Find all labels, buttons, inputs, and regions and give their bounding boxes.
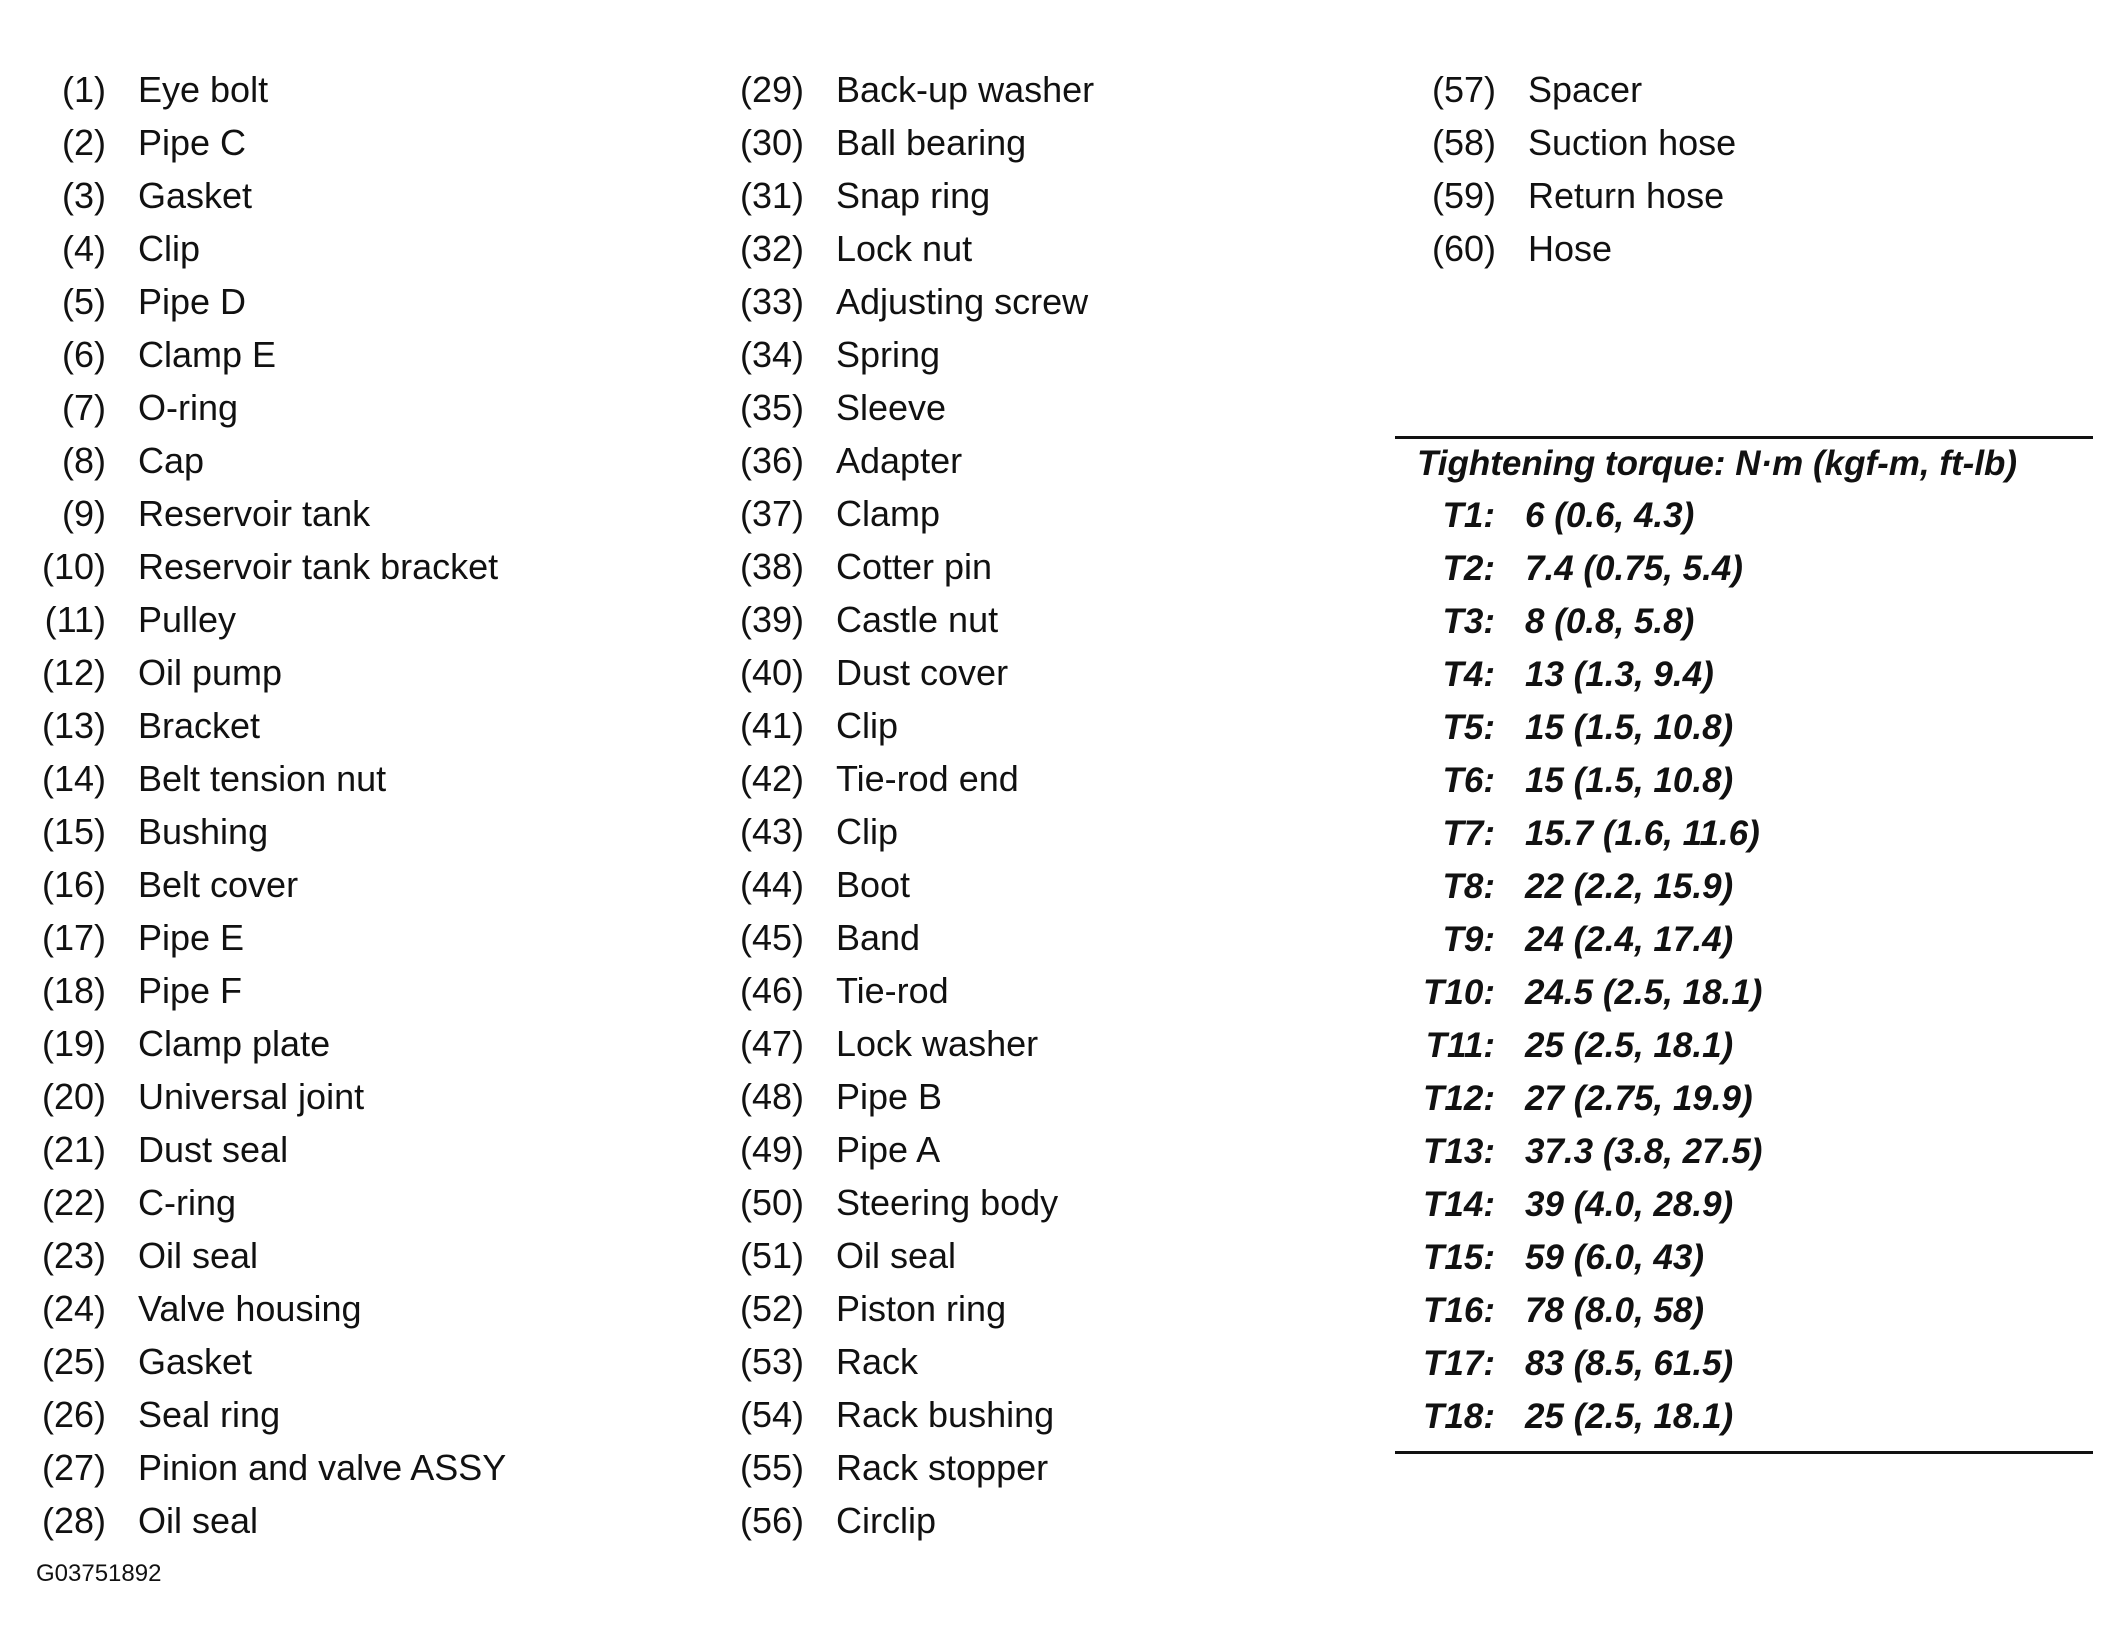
- part-number: (51): [739, 1235, 804, 1276]
- torque-row: [1395, 1231, 2093, 1284]
- part-item: [730, 487, 1094, 540]
- part-item: [1425, 116, 1736, 169]
- part-item: [30, 699, 506, 752]
- part-name: Seal ring: [138, 1394, 281, 1435]
- part-item: [30, 1229, 506, 1282]
- part-item: [730, 1017, 1094, 1070]
- part-name: Spacer: [1528, 69, 1643, 110]
- part-name: Dust cover: [836, 652, 1009, 693]
- part-item: [30, 434, 506, 487]
- part-number: (14): [41, 758, 106, 799]
- part-item: [30, 964, 506, 1017]
- part-number: (50): [739, 1182, 804, 1223]
- part-item: [730, 1335, 1094, 1388]
- part-name: Valve housing: [138, 1288, 362, 1329]
- torque-row: [1395, 1072, 2093, 1125]
- torque-value: 15.7 (1.6, 11.6): [1525, 814, 1760, 853]
- part-item: [730, 964, 1094, 1017]
- part-number: (21): [41, 1129, 106, 1170]
- part-name: Steering body: [836, 1182, 1059, 1223]
- part-number: (39): [739, 599, 804, 640]
- part-name: Clamp: [836, 493, 941, 534]
- part-item: [730, 63, 1094, 116]
- part-name: Oil seal: [836, 1235, 957, 1276]
- part-name: Castle nut: [836, 599, 999, 640]
- part-name: Reservoir tank bracket: [138, 546, 499, 587]
- part-number: (10): [41, 546, 106, 587]
- part-name: Lock washer: [836, 1023, 1039, 1064]
- torque-code: T2:: [1442, 549, 1495, 588]
- part-item: [730, 1494, 1094, 1547]
- torque-row: [1395, 1284, 2093, 1337]
- part-number: (34): [739, 334, 804, 375]
- part-item: [730, 646, 1094, 699]
- part-name: Clip: [836, 811, 899, 852]
- part-number: (4): [62, 228, 106, 269]
- part-name: Clamp plate: [138, 1023, 331, 1064]
- part-number: (37): [739, 493, 804, 534]
- part-number: (3): [62, 175, 106, 216]
- part-name: Rack: [836, 1341, 919, 1382]
- part-name: Pipe F: [138, 970, 243, 1011]
- torque-code: T7:: [1442, 814, 1495, 853]
- part-number: (59): [1431, 175, 1496, 216]
- part-name: Cap: [138, 440, 205, 481]
- part-name: Return hose: [1528, 175, 1725, 216]
- part-name: Adapter: [836, 440, 963, 481]
- part-name: Pipe E: [138, 917, 245, 958]
- part-name: Clip: [138, 228, 201, 269]
- part-item: [30, 858, 506, 911]
- part-item: [30, 1441, 506, 1494]
- part-name: Band: [836, 917, 921, 958]
- part-number: (48): [739, 1076, 804, 1117]
- part-name: Snap ring: [836, 175, 991, 216]
- part-item: [30, 752, 506, 805]
- part-number: (2): [62, 122, 106, 163]
- part-name: Pinion and valve ASSY: [138, 1447, 507, 1488]
- torque-table: [1395, 436, 2093, 1454]
- torque-code: T9:: [1442, 920, 1495, 959]
- torque-code: T1:: [1442, 496, 1495, 535]
- part-number: (46): [739, 970, 804, 1011]
- part-item: [30, 116, 506, 169]
- part-number: (47): [739, 1023, 804, 1064]
- part-number: (12): [41, 652, 106, 693]
- part-item: [730, 540, 1094, 593]
- part-item: [30, 1335, 506, 1388]
- part-item: [30, 1017, 506, 1070]
- part-item: [730, 1070, 1094, 1123]
- part-name: Lock nut: [836, 228, 973, 269]
- torque-value: 25 (2.5, 18.1): [1525, 1026, 1734, 1065]
- figure-code: G03751892: [36, 1560, 162, 1587]
- torque-row: [1395, 807, 2093, 860]
- part-name: Bushing: [138, 811, 269, 852]
- part-item: [730, 805, 1094, 858]
- torque-value: 39 (4.0, 28.9): [1525, 1185, 1734, 1224]
- part-number: (40): [739, 652, 804, 693]
- part-number: (35): [739, 387, 804, 428]
- part-number: (54): [739, 1394, 804, 1435]
- part-item: [30, 1123, 506, 1176]
- part-item: [730, 169, 1094, 222]
- torque-code: T18:: [1423, 1397, 1495, 1436]
- torque-value: 25 (2.5, 18.1): [1525, 1397, 1734, 1436]
- torque-value: 8 (0.8, 5.8): [1525, 602, 1695, 641]
- torque-row: [1395, 701, 2093, 754]
- part-name: Back-up washer: [836, 69, 1095, 110]
- torque-row: [1395, 860, 2093, 913]
- torque-row: [1395, 1019, 2093, 1072]
- part-number: (5): [62, 281, 106, 322]
- part-name: Boot: [836, 864, 911, 905]
- part-number: (55): [739, 1447, 804, 1488]
- part-name: Bracket: [138, 705, 261, 746]
- torque-value: 59 (6.0, 43): [1525, 1238, 1704, 1277]
- torque-value: 15 (1.5, 10.8): [1525, 761, 1734, 800]
- torque-row: [1395, 754, 2093, 807]
- part-item: [30, 222, 506, 275]
- part-number: (25): [41, 1341, 106, 1382]
- part-name: Pipe D: [138, 281, 247, 322]
- part-name: Pulley: [138, 599, 237, 640]
- part-name: Adjusting screw: [836, 281, 1089, 322]
- part-number: (36): [739, 440, 804, 481]
- torque-code: T17:: [1423, 1344, 1495, 1383]
- part-item: [30, 911, 506, 964]
- parts-list-column-3: [1425, 63, 1736, 275]
- part-name: Hose: [1528, 228, 1613, 269]
- part-item: [730, 1282, 1094, 1335]
- torque-value: 22 (2.2, 15.9): [1525, 867, 1734, 906]
- part-item: [730, 1441, 1094, 1494]
- part-item: [730, 275, 1094, 328]
- part-number: (8): [62, 440, 106, 481]
- part-item: [30, 487, 506, 540]
- part-name: Tie-rod: [836, 970, 949, 1011]
- part-name: Rack bushing: [836, 1394, 1055, 1435]
- torque-row: [1395, 489, 2093, 542]
- torque-row: [1395, 913, 2093, 966]
- part-name: O-ring: [138, 387, 239, 428]
- part-name: Reservoir tank: [138, 493, 371, 534]
- part-item: [30, 169, 506, 222]
- part-name: Cotter pin: [836, 546, 993, 587]
- part-name: Tie-rod end: [836, 758, 1019, 799]
- part-name: Rack stopper: [836, 1447, 1049, 1488]
- part-number: (52): [739, 1288, 804, 1329]
- torque-code: T16:: [1423, 1291, 1495, 1330]
- part-name: Pipe A: [836, 1129, 941, 1170]
- part-number: (22): [41, 1182, 106, 1223]
- part-item: [730, 381, 1094, 434]
- part-name: Dust seal: [138, 1129, 289, 1170]
- parts-list-column-2: [730, 63, 1094, 1547]
- torque-value: 83 (8.5, 61.5): [1525, 1344, 1734, 1383]
- part-number: (32): [739, 228, 804, 269]
- part-number: (29): [739, 69, 804, 110]
- part-name: Suction hose: [1528, 122, 1737, 163]
- torque-code: T4:: [1442, 655, 1495, 694]
- part-number: (53): [739, 1341, 804, 1382]
- part-number: (26): [41, 1394, 106, 1435]
- part-name: Eye bolt: [138, 69, 269, 110]
- part-number: (24): [41, 1288, 106, 1329]
- part-name: Belt cover: [138, 864, 299, 905]
- part-number: (19): [41, 1023, 106, 1064]
- part-item: [730, 699, 1094, 752]
- part-name: Clamp E: [138, 334, 277, 375]
- torque-value: 27 (2.75, 19.9): [1525, 1079, 1753, 1118]
- part-item: [30, 63, 506, 116]
- torque-row: [1395, 542, 2093, 595]
- part-number: (33): [739, 281, 804, 322]
- part-number: (20): [41, 1076, 106, 1117]
- part-item: [30, 646, 506, 699]
- part-item: [730, 328, 1094, 381]
- part-number: (45): [739, 917, 804, 958]
- part-name: Circlip: [836, 1500, 937, 1541]
- part-item: [30, 1176, 506, 1229]
- part-number: (16): [41, 864, 106, 905]
- part-number: (6): [62, 334, 106, 375]
- torque-value: 6 (0.6, 4.3): [1525, 496, 1695, 535]
- part-item: [730, 752, 1094, 805]
- part-name: Ball bearing: [836, 122, 1027, 163]
- torque-value: 78 (8.0, 58): [1525, 1291, 1704, 1330]
- part-item: [1425, 63, 1736, 116]
- part-name: Pipe B: [836, 1076, 943, 1117]
- part-item: [30, 328, 506, 381]
- torque-code: T8:: [1442, 867, 1495, 906]
- part-number: (23): [41, 1235, 106, 1276]
- part-name: Clip: [836, 705, 899, 746]
- part-number: (58): [1431, 122, 1496, 163]
- part-name: Universal joint: [138, 1076, 365, 1117]
- torque-row: [1395, 1337, 2093, 1390]
- torque-code: T14:: [1423, 1185, 1495, 1224]
- part-item: [730, 1123, 1094, 1176]
- parts-list-column-1: [30, 63, 506, 1547]
- part-item: [730, 911, 1094, 964]
- part-name: Oil pump: [138, 652, 283, 693]
- part-item: [730, 1229, 1094, 1282]
- part-number: (17): [41, 917, 106, 958]
- part-item: [30, 805, 506, 858]
- part-name: Sleeve: [836, 387, 947, 428]
- torque-row: [1395, 648, 2093, 701]
- part-number: (15): [41, 811, 106, 852]
- part-number: (1): [62, 69, 106, 110]
- part-number: (9): [62, 493, 106, 534]
- part-name: Piston ring: [836, 1288, 1007, 1329]
- torque-row: [1395, 1125, 2093, 1178]
- part-number: (41): [739, 705, 804, 746]
- torque-code: T5:: [1442, 708, 1495, 747]
- part-item: [730, 593, 1094, 646]
- torque-value: 15 (1.5, 10.8): [1525, 708, 1734, 747]
- part-number: (18): [41, 970, 106, 1011]
- part-item: [30, 540, 506, 593]
- part-name: Oil seal: [138, 1500, 259, 1541]
- part-item: [30, 275, 506, 328]
- torque-value: 7.4 (0.75, 5.4): [1525, 549, 1743, 588]
- part-name: Gasket: [138, 1341, 253, 1382]
- part-number: (30): [739, 122, 804, 163]
- part-number: (27): [41, 1447, 106, 1488]
- part-number: (60): [1431, 228, 1496, 269]
- part-name: C-ring: [138, 1182, 237, 1223]
- part-item: [30, 1282, 506, 1335]
- part-number: (7): [62, 387, 106, 428]
- part-item: [730, 116, 1094, 169]
- part-number: (38): [739, 546, 804, 587]
- part-item: [730, 858, 1094, 911]
- part-item: [730, 1388, 1094, 1441]
- part-number: (56): [739, 1500, 804, 1541]
- part-number: (31): [739, 175, 804, 216]
- part-number: (13): [41, 705, 106, 746]
- part-number: (11): [44, 599, 106, 640]
- part-item: [30, 1494, 506, 1547]
- torque-code: T6:: [1442, 761, 1495, 800]
- torque-code: T15:: [1423, 1238, 1495, 1277]
- part-number: (44): [739, 864, 804, 905]
- part-item: [730, 434, 1094, 487]
- torque-value: 13 (1.3, 9.4): [1525, 655, 1714, 694]
- part-number: (57): [1431, 69, 1496, 110]
- torque-value: 37.3 (3.8, 27.5): [1525, 1132, 1763, 1171]
- part-item: [730, 222, 1094, 275]
- torque-value: 24 (2.4, 17.4): [1525, 920, 1734, 959]
- part-name: Spring: [836, 334, 941, 375]
- torque-row: [1395, 1178, 2093, 1231]
- part-item: [30, 1388, 506, 1441]
- part-name: Oil seal: [138, 1235, 259, 1276]
- part-number: (28): [41, 1500, 106, 1541]
- torque-row: [1395, 966, 2093, 1019]
- part-item: [1425, 222, 1736, 275]
- part-number: (49): [739, 1129, 804, 1170]
- torque-value: 24.5 (2.5, 18.1): [1525, 973, 1763, 1012]
- torque-code: T10:: [1423, 973, 1495, 1012]
- part-number: (42): [739, 758, 804, 799]
- part-item: [730, 1176, 1094, 1229]
- torque-code: T11:: [1425, 1026, 1495, 1065]
- part-item: [1425, 169, 1736, 222]
- part-name: Pipe C: [138, 122, 247, 163]
- part-name: Belt tension nut: [138, 758, 387, 799]
- torque-code: T3:: [1442, 602, 1495, 641]
- torque-table-title: Tightening torque: N·m (kgf-m, ft-lb): [1417, 444, 2018, 483]
- torque-code: T13:: [1423, 1132, 1495, 1171]
- part-item: [30, 381, 506, 434]
- torque-row: [1395, 595, 2093, 648]
- torque-row: [1395, 1390, 2093, 1443]
- torque-code: T12:: [1423, 1079, 1495, 1118]
- part-item: [30, 1070, 506, 1123]
- part-number: (43): [739, 811, 804, 852]
- part-name: Gasket: [138, 175, 253, 216]
- part-item: [30, 593, 506, 646]
